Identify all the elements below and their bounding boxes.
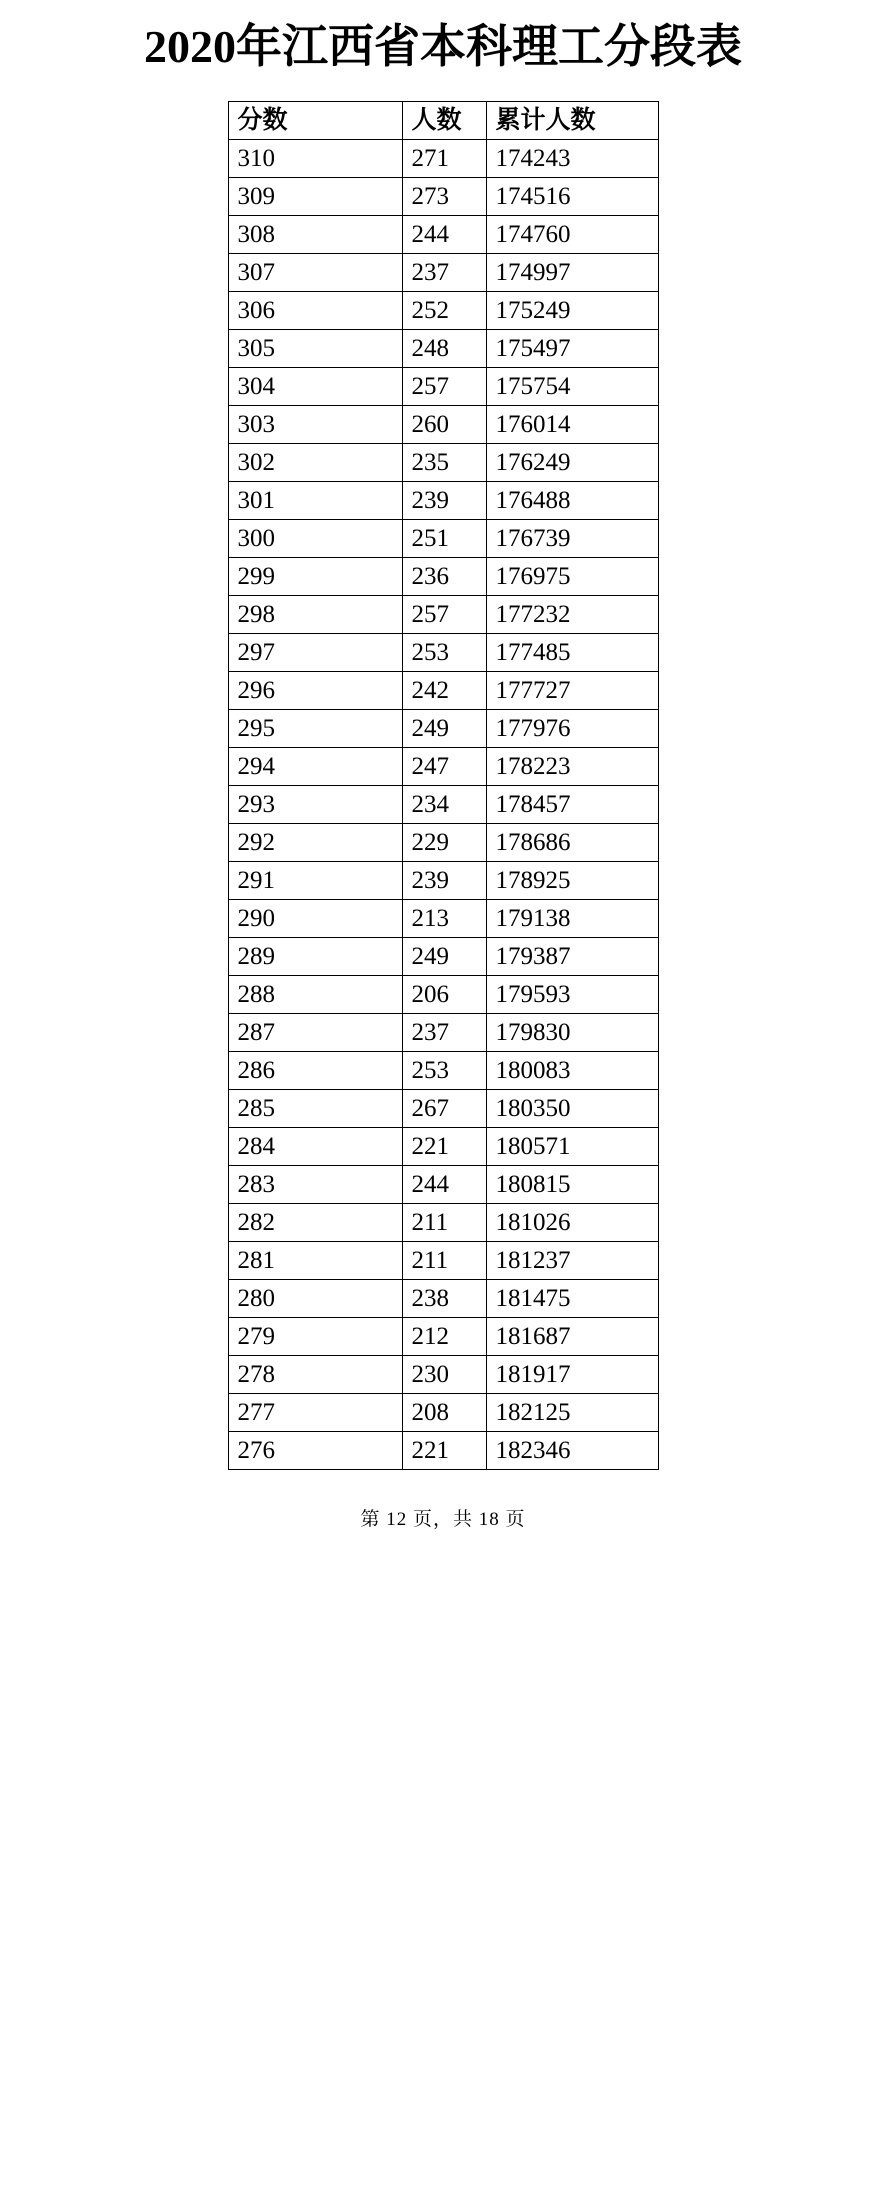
cell-score: 276: [228, 1431, 402, 1469]
cell-score: 299: [228, 557, 402, 595]
table-row: [228, 747, 658, 785]
cell-cumulative: 177485: [486, 633, 658, 671]
cell-count: 253: [402, 633, 486, 671]
table-row: [228, 329, 658, 367]
table-row: [228, 519, 658, 557]
cell-cumulative: 176014: [486, 405, 658, 443]
cell-count: 273: [402, 177, 486, 215]
table-row: [228, 937, 658, 975]
table-row: [228, 1355, 658, 1393]
table-row: [228, 899, 658, 937]
document-page: [0, 10, 886, 2197]
cell-cumulative: 176975: [486, 557, 658, 595]
cell-count: 267: [402, 1089, 486, 1127]
cell-cumulative: 174243: [486, 139, 658, 177]
cell-score: 286: [228, 1051, 402, 1089]
cell-count: 238: [402, 1279, 486, 1317]
table-row: [228, 177, 658, 215]
cell-cumulative: 181687: [486, 1317, 658, 1355]
cell-count: 244: [402, 215, 486, 253]
cell-count: 235: [402, 443, 486, 481]
cell-cumulative: 174760: [486, 215, 658, 253]
table-row: [228, 1241, 658, 1279]
table-row: [228, 671, 658, 709]
table-row: [228, 1393, 658, 1431]
cell-score: 309: [228, 177, 402, 215]
score-distribution-table: [228, 101, 659, 1470]
table-header: [228, 101, 658, 139]
table-row: [228, 823, 658, 861]
cell-cumulative: 178925: [486, 861, 658, 899]
cell-count: 234: [402, 785, 486, 823]
cell-score: 300: [228, 519, 402, 557]
table-row: [228, 1127, 658, 1165]
column-header-score: 分数: [228, 101, 402, 139]
cell-count: 249: [402, 937, 486, 975]
cell-count: 244: [402, 1165, 486, 1203]
cell-score: 303: [228, 405, 402, 443]
cell-score: 305: [228, 329, 402, 367]
cell-score: 295: [228, 709, 402, 747]
table-row: [228, 1165, 658, 1203]
cell-cumulative: 178223: [486, 747, 658, 785]
table-row: [228, 709, 658, 747]
cell-count: 230: [402, 1355, 486, 1393]
cell-score: 279: [228, 1317, 402, 1355]
cell-count: 247: [402, 747, 486, 785]
cell-count: 249: [402, 709, 486, 747]
table-row: [228, 557, 658, 595]
cell-cumulative: 177976: [486, 709, 658, 747]
cell-score: 292: [228, 823, 402, 861]
cell-count: 212: [402, 1317, 486, 1355]
cell-cumulative: 179830: [486, 1013, 658, 1051]
cell-score: 281: [228, 1241, 402, 1279]
cell-count: 239: [402, 861, 486, 899]
table-row: [228, 405, 658, 443]
table-row: [228, 1431, 658, 1469]
cell-cumulative: 176739: [486, 519, 658, 557]
cell-score: 288: [228, 975, 402, 1013]
table-row: [228, 291, 658, 329]
table-header-row: [228, 101, 658, 139]
cell-count: 257: [402, 595, 486, 633]
cell-count: 208: [402, 1393, 486, 1431]
cell-score: 284: [228, 1127, 402, 1165]
cell-cumulative: 177727: [486, 671, 658, 709]
cell-score: 291: [228, 861, 402, 899]
cell-cumulative: 178457: [486, 785, 658, 823]
cell-score: 287: [228, 1013, 402, 1051]
cell-count: 213: [402, 899, 486, 937]
cell-score: 307: [228, 253, 402, 291]
cell-count: 242: [402, 671, 486, 709]
cell-count: 251: [402, 519, 486, 557]
cell-score: 278: [228, 1355, 402, 1393]
column-header-count: 人数: [402, 101, 486, 139]
cell-count: 236: [402, 557, 486, 595]
cell-cumulative: 180571: [486, 1127, 658, 1165]
table-row: [228, 139, 658, 177]
cell-cumulative: 175249: [486, 291, 658, 329]
cell-count: 237: [402, 1013, 486, 1051]
cell-count: 260: [402, 405, 486, 443]
cell-score: 290: [228, 899, 402, 937]
cell-count: 221: [402, 1431, 486, 1469]
cell-count: 253: [402, 1051, 486, 1089]
table-body: [228, 139, 658, 1469]
cell-score: 298: [228, 595, 402, 633]
column-header-cumulative: 累计人数: [486, 101, 658, 139]
page-title: 2020年江西省本科理工分段表: [144, 21, 742, 72]
cell-score: 304: [228, 367, 402, 405]
cell-cumulative: 176488: [486, 481, 658, 519]
cell-score: 294: [228, 747, 402, 785]
table-row: [228, 253, 658, 291]
table-row: [228, 215, 658, 253]
table-row: [228, 1051, 658, 1089]
score-table-container: [0, 101, 886, 1470]
cell-score: 296: [228, 671, 402, 709]
cell-cumulative: 181237: [486, 1241, 658, 1279]
cell-count: 239: [402, 481, 486, 519]
cell-score: 301: [228, 481, 402, 519]
cell-cumulative: 182125: [486, 1393, 658, 1431]
table-row: [228, 785, 658, 823]
cell-cumulative: 177232: [486, 595, 658, 633]
table-row: [228, 1203, 658, 1241]
cell-score: 302: [228, 443, 402, 481]
page-footer: 第 12 页，共 18 页: [360, 1508, 526, 1530]
cell-count: 252: [402, 291, 486, 329]
cell-cumulative: 179593: [486, 975, 658, 1013]
table-row: [228, 1013, 658, 1051]
table-row: [228, 481, 658, 519]
cell-cumulative: 181917: [486, 1355, 658, 1393]
cell-score: 308: [228, 215, 402, 253]
cell-score: 293: [228, 785, 402, 823]
cell-cumulative: 180350: [486, 1089, 658, 1127]
table-row: [228, 595, 658, 633]
cell-count: 257: [402, 367, 486, 405]
cell-score: 306: [228, 291, 402, 329]
cell-score: 289: [228, 937, 402, 975]
cell-cumulative: 179387: [486, 937, 658, 975]
cell-cumulative: 181475: [486, 1279, 658, 1317]
cell-count: 248: [402, 329, 486, 367]
table-row: [228, 367, 658, 405]
table-row: [228, 633, 658, 671]
cell-count: 211: [402, 1203, 486, 1241]
cell-count: 229: [402, 823, 486, 861]
cell-score: 280: [228, 1279, 402, 1317]
table-row: [228, 975, 658, 1013]
cell-cumulative: 176249: [486, 443, 658, 481]
table-row: [228, 861, 658, 899]
cell-count: 206: [402, 975, 486, 1013]
cell-cumulative: 175754: [486, 367, 658, 405]
cell-cumulative: 174997: [486, 253, 658, 291]
cell-score: 277: [228, 1393, 402, 1431]
cell-cumulative: 180815: [486, 1165, 658, 1203]
cell-cumulative: 182346: [486, 1431, 658, 1469]
cell-score: 283: [228, 1165, 402, 1203]
table-row: [228, 1089, 658, 1127]
cell-count: 237: [402, 253, 486, 291]
cell-score: 282: [228, 1203, 402, 1241]
table-row: [228, 443, 658, 481]
cell-cumulative: 174516: [486, 177, 658, 215]
cell-count: 271: [402, 139, 486, 177]
cell-count: 221: [402, 1127, 486, 1165]
table-row: [228, 1279, 658, 1317]
cell-cumulative: 175497: [486, 329, 658, 367]
table-row: [228, 1317, 658, 1355]
cell-score: 285: [228, 1089, 402, 1127]
cell-cumulative: 179138: [486, 899, 658, 937]
cell-score: 297: [228, 633, 402, 671]
cell-cumulative: 178686: [486, 823, 658, 861]
cell-cumulative: 180083: [486, 1051, 658, 1089]
cell-score: 310: [228, 139, 402, 177]
cell-cumulative: 181026: [486, 1203, 658, 1241]
cell-count: 211: [402, 1241, 486, 1279]
